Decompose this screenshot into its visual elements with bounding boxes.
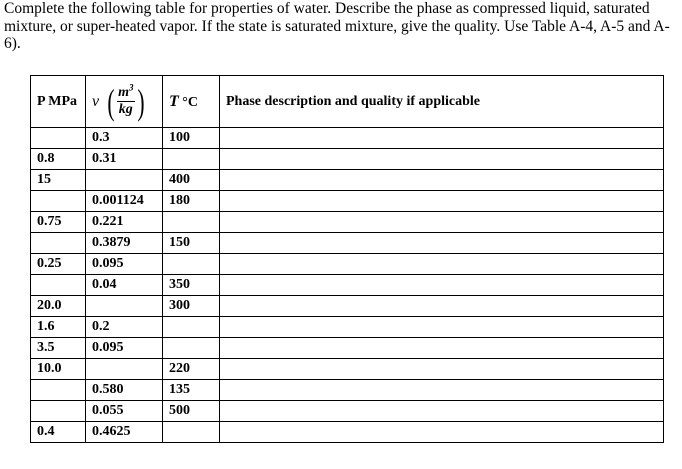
cell-pressure: 0.8 <box>31 149 86 170</box>
cell-pressure: 0.75 <box>31 212 86 233</box>
cell-temperature: 500 <box>163 401 220 422</box>
header-specific-volume <box>86 76 163 128</box>
table-row <box>31 191 664 212</box>
header-phase: Phase description and quality if applicable <box>220 76 664 128</box>
cell-pressure: 15 <box>31 170 86 191</box>
cell-temperature <box>163 254 220 275</box>
cell-pressure <box>31 401 86 422</box>
cell-phase-input[interactable] <box>220 380 664 401</box>
cell-specific-volume: 0.4625 <box>86 422 163 443</box>
cell-specific-volume: 0.001124 <box>86 191 163 212</box>
cell-specific-volume: 0.2 <box>86 317 163 338</box>
cell-specific-volume: 0.31 <box>86 149 163 170</box>
table-row <box>31 422 664 443</box>
table-row <box>31 338 664 359</box>
cell-phase-input[interactable] <box>220 233 664 254</box>
cell-temperature <box>163 338 220 359</box>
cell-pressure <box>31 380 86 401</box>
volume-unit-exponent: 3 <box>129 82 134 93</box>
cell-temperature: 180 <box>163 191 220 212</box>
cell-phase-input[interactable] <box>220 149 664 170</box>
table-row <box>31 317 664 338</box>
table-row <box>31 401 664 422</box>
cell-temperature: 220 <box>163 359 220 380</box>
cell-phase-input[interactable] <box>220 275 664 296</box>
cell-phase-input[interactable] <box>220 338 664 359</box>
cell-specific-volume: 0.221 <box>86 212 163 233</box>
cell-temperature: 400 <box>163 170 220 191</box>
left-paren: ( <box>107 81 115 122</box>
cell-temperature <box>163 149 220 170</box>
cell-phase-input[interactable] <box>220 422 664 443</box>
volume-unit-m: m <box>118 85 129 100</box>
cell-specific-volume: 0.095 <box>86 254 163 275</box>
cell-specific-volume: 0.3879 <box>86 233 163 254</box>
cell-phase-input[interactable] <box>220 254 664 275</box>
cell-phase-input[interactable] <box>220 212 664 233</box>
cell-specific-volume: 0.055 <box>86 401 163 422</box>
table-row <box>31 233 664 254</box>
cell-temperature <box>163 212 220 233</box>
cell-specific-volume: 0.04 <box>86 275 163 296</box>
table-row <box>31 149 664 170</box>
cell-specific-volume: 0.3 <box>86 128 163 149</box>
volume-unit-numerator <box>117 82 134 102</box>
table-row <box>31 212 664 233</box>
temperature-unit: °C <box>182 94 198 110</box>
water-properties-table <box>30 75 664 443</box>
cell-phase-input[interactable] <box>220 128 664 149</box>
cell-specific-volume <box>86 359 163 380</box>
cell-specific-volume: 0.580 <box>86 380 163 401</box>
instructions-text: Complete the following table for properties of water. Describe the phase as compressed liquid, saturated mixture, or super-heated vapor. If the state is saturated mixture, give the quality. Use Table A-4, A-5 and A-6). <box>4 0 670 52</box>
table-row <box>31 380 664 401</box>
cell-specific-volume <box>86 170 163 191</box>
cell-pressure: 20.0 <box>31 296 86 317</box>
cell-phase-input[interactable] <box>220 170 664 191</box>
cell-pressure: 3.5 <box>31 338 86 359</box>
table-row <box>31 296 664 317</box>
cell-phase-input[interactable] <box>220 296 664 317</box>
table-body <box>31 128 664 443</box>
cell-phase-input[interactable] <box>220 317 664 338</box>
table-header-row <box>31 76 664 128</box>
cell-temperature: 100 <box>163 128 220 149</box>
header-temperature <box>163 76 220 128</box>
right-paren: ) <box>136 81 145 122</box>
cell-phase-input[interactable] <box>220 191 664 212</box>
cell-pressure <box>31 275 86 296</box>
cell-temperature <box>163 317 220 338</box>
cell-temperature: 300 <box>163 296 220 317</box>
table-row <box>31 128 664 149</box>
volume-unit-denominator: kg <box>118 102 133 117</box>
table-row <box>31 359 664 380</box>
table-row <box>31 275 664 296</box>
header-pressure: P MPa <box>31 76 86 128</box>
cell-pressure <box>31 191 86 212</box>
cell-phase-input[interactable] <box>220 401 664 422</box>
volume-unit-fraction <box>117 82 134 118</box>
cell-temperature <box>163 422 220 443</box>
volume-symbol: v <box>92 92 100 110</box>
cell-pressure <box>31 128 86 149</box>
temperature-symbol: T <box>169 92 179 110</box>
table-row <box>31 254 664 275</box>
cell-pressure: 1.6 <box>31 317 86 338</box>
cell-pressure: 10.0 <box>31 359 86 380</box>
cell-temperature: 150 <box>163 233 220 254</box>
cell-pressure: 0.4 <box>31 422 86 443</box>
cell-specific-volume <box>86 296 163 317</box>
cell-temperature: 135 <box>163 380 220 401</box>
cell-pressure: 0.25 <box>31 254 86 275</box>
cell-phase-input[interactable] <box>220 359 664 380</box>
table-row <box>31 170 664 191</box>
cell-pressure <box>31 233 86 254</box>
cell-temperature: 350 <box>163 275 220 296</box>
cell-specific-volume: 0.095 <box>86 338 163 359</box>
